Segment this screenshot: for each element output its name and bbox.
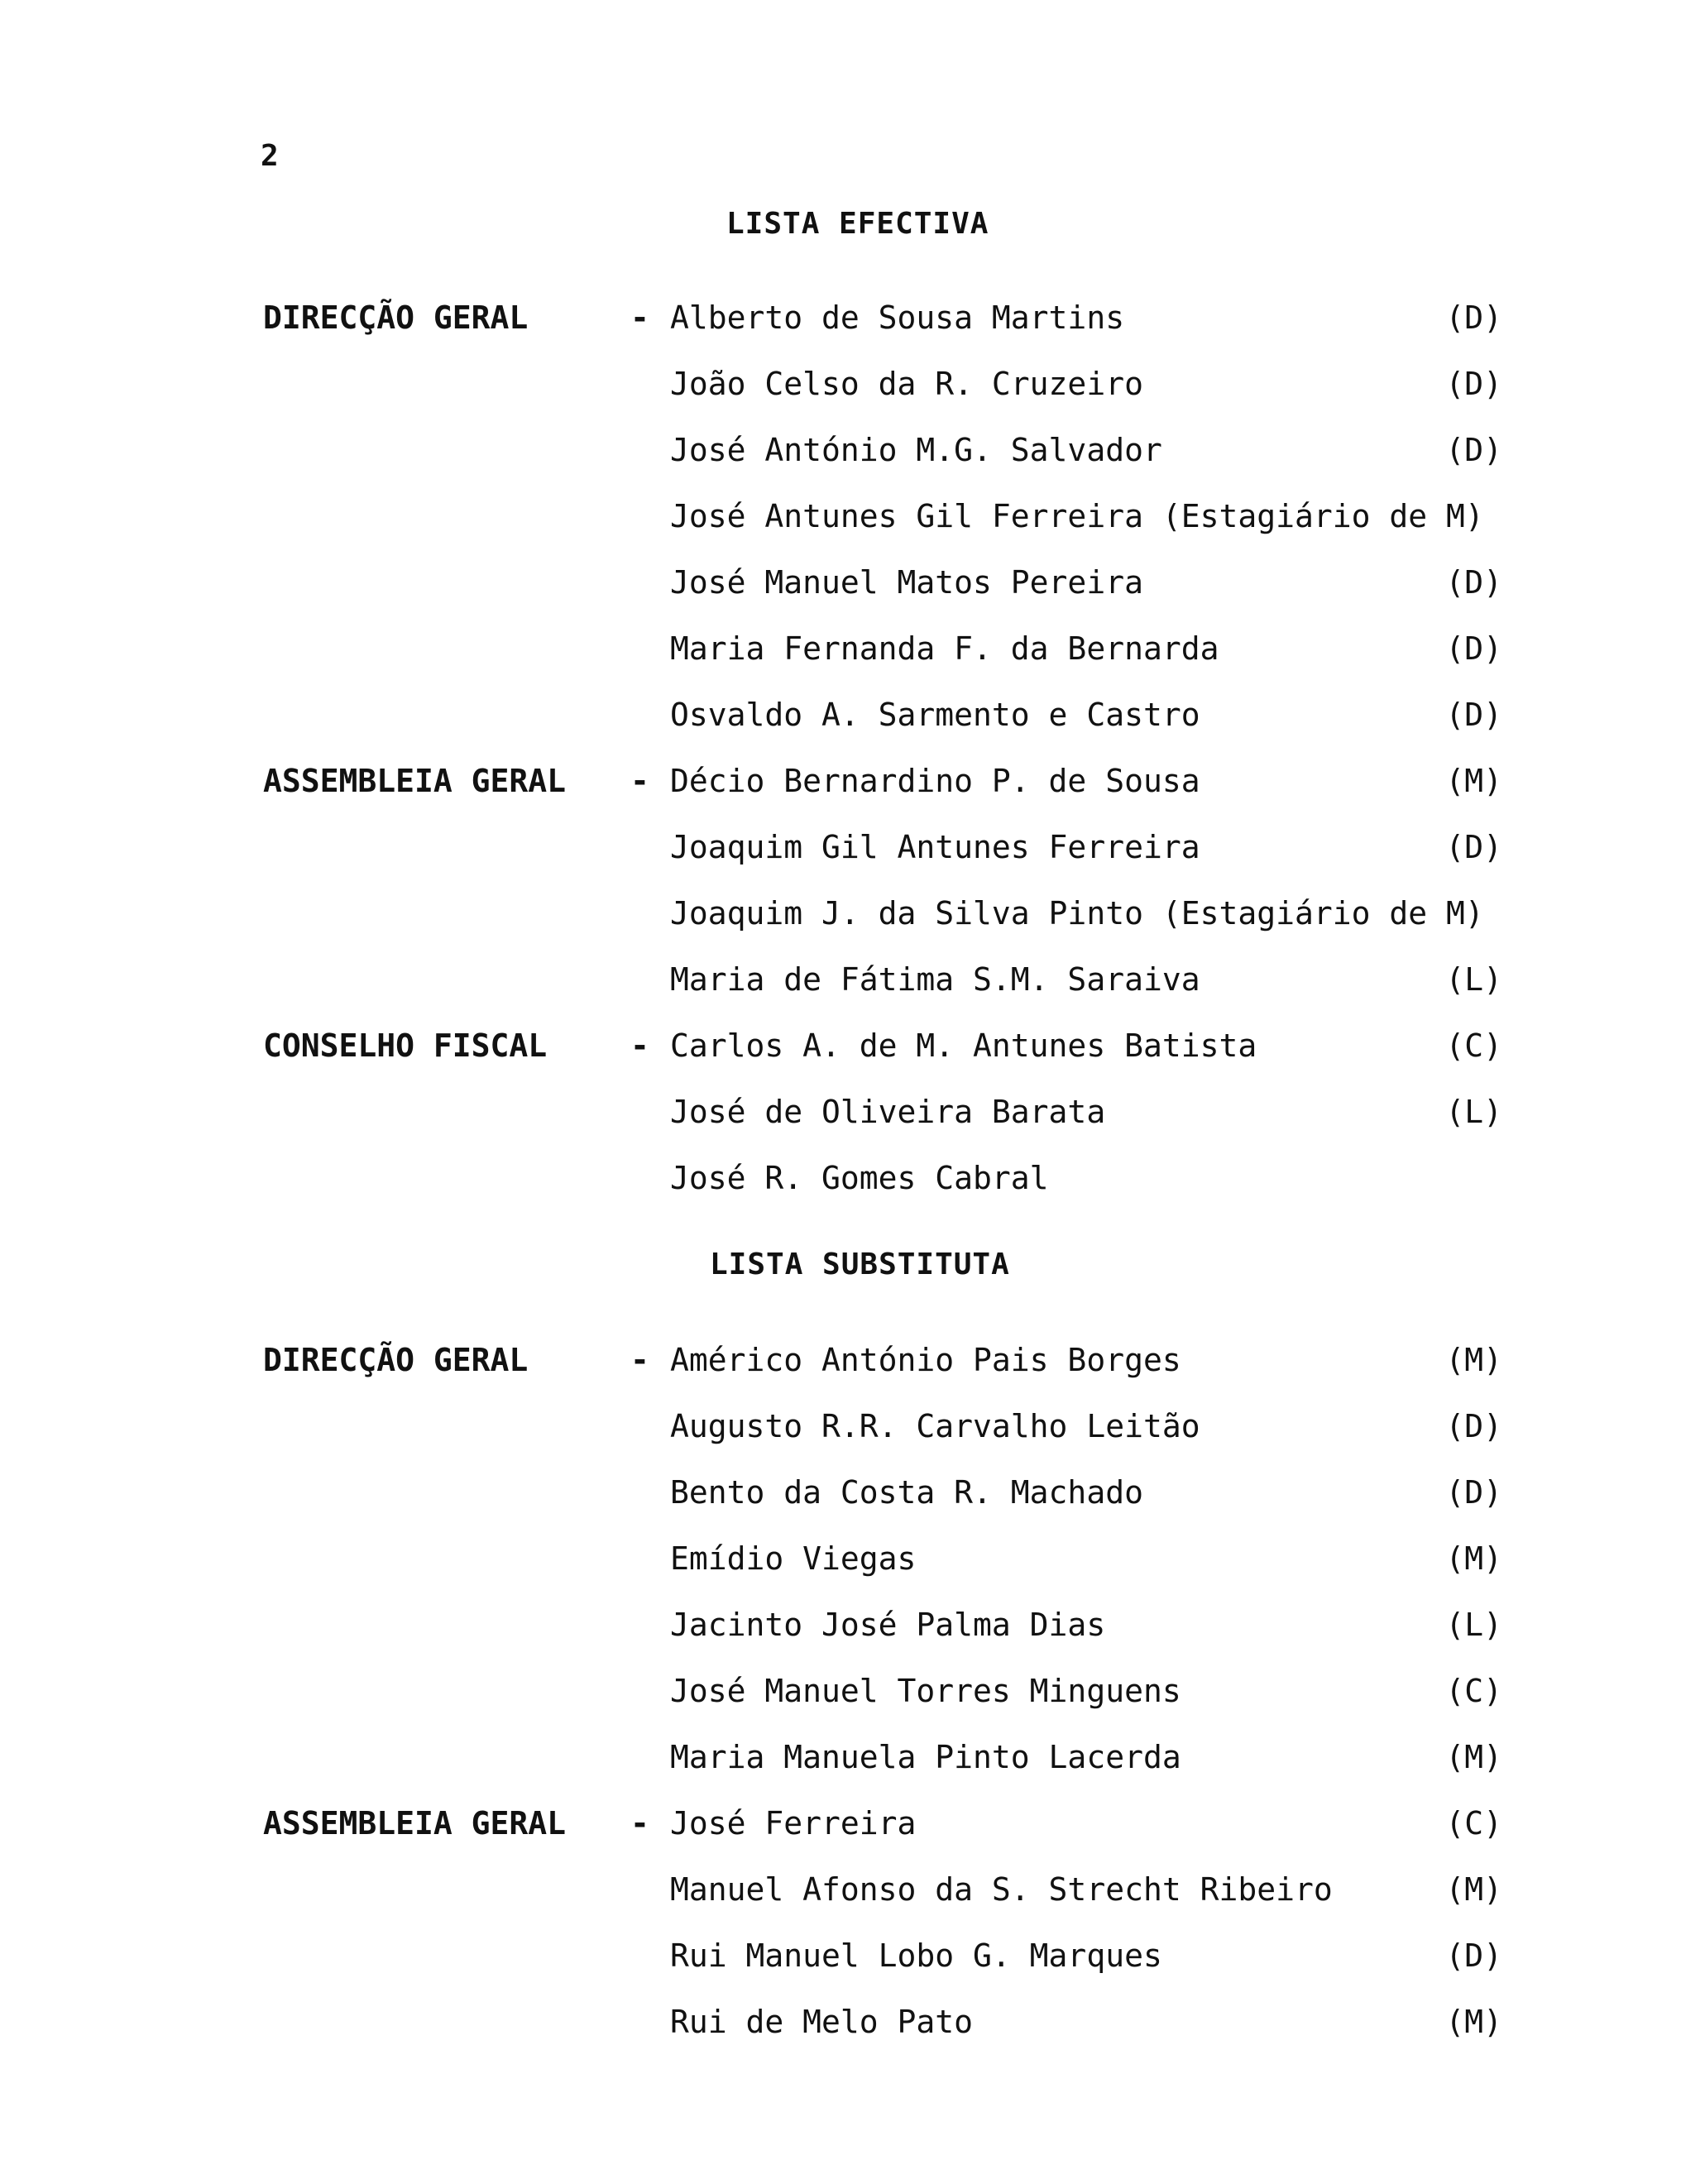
page-number: 2 <box>261 139 279 173</box>
member-code: (L) <box>1445 961 1502 998</box>
member-code: (M) <box>1445 763 1502 799</box>
member-code: (M) <box>1445 1739 1502 1775</box>
member-row <box>0 895 1681 945</box>
member-name: Rui Manuel Lobo G. Marques <box>670 1937 1162 1974</box>
group-label: DIRECÇÃO GERAL <box>263 1342 529 1378</box>
member-row <box>0 829 1681 879</box>
member-name: Maria Manuela Pinto Lacerda <box>670 1739 1181 1775</box>
member-row <box>0 432 1681 481</box>
separator-dash: - <box>630 1342 649 1378</box>
member-name: José de Oliveira Barata <box>670 1094 1106 1130</box>
member-code: (M) <box>1445 1871 1502 1908</box>
member-name: João Celso da R. Cruzeiro <box>670 366 1143 402</box>
member-name: Osvaldo A. Sarmento e Castro <box>670 697 1200 733</box>
member-name: Emídio Viegas <box>670 1540 917 1577</box>
member-code: (D) <box>1445 432 1502 468</box>
section-title-lista-efectiva: LISTA EFECTIVA <box>726 207 989 241</box>
member-row <box>0 1094 1681 1143</box>
member-name: José Ferreira <box>670 1805 917 1842</box>
member-name: Carlos A. de M. Antunes Batista <box>670 1027 1257 1064</box>
member-row <box>0 1739 1681 1789</box>
member-row <box>0 564 1681 614</box>
member-row <box>0 1342 1681 1391</box>
member-name: Maria Fernanda F. da Bernarda <box>670 630 1219 667</box>
member-name: José António M.G. Salvador <box>670 432 1162 468</box>
member-row <box>0 1871 1681 1921</box>
member-name: Rui de Melo Pato <box>670 2004 974 2040</box>
member-row <box>0 630 1681 680</box>
member-row <box>0 763 1681 812</box>
separator-dash: - <box>630 763 649 799</box>
member-row <box>0 299 1681 349</box>
member-row <box>0 1160 1681 1209</box>
group-label: DIRECÇÃO GERAL <box>263 299 529 336</box>
member-code: (M) <box>1445 2004 1502 2040</box>
member-code: (D) <box>1445 697 1502 733</box>
member-code: (D) <box>1445 366 1502 402</box>
separator-dash: - <box>630 299 649 336</box>
member-code: (L) <box>1445 1607 1502 1643</box>
member-row <box>0 961 1681 1011</box>
member-code: (C) <box>1445 1805 1502 1842</box>
member-row <box>0 1937 1681 1987</box>
member-name: Maria de Fátima S.M. Saraiva <box>670 961 1200 998</box>
member-code: (C) <box>1445 1673 1502 1709</box>
member-code: (D) <box>1445 630 1502 667</box>
member-name: Alberto de Sousa Martins <box>670 299 1125 336</box>
member-row <box>0 1607 1681 1656</box>
member-name: Joaquim J. da Silva Pinto (Estagiário de M) <box>670 895 1484 932</box>
member-name: Manuel Afonso da S. Strecht Ribeiro <box>670 1871 1333 1908</box>
member-row <box>0 1027 1681 1077</box>
separator-dash: - <box>630 1805 649 1842</box>
member-row <box>0 498 1681 548</box>
member-code: (D) <box>1445 299 1502 336</box>
member-code: (D) <box>1445 1937 1502 1974</box>
member-row <box>0 1474 1681 1524</box>
member-code: (M) <box>1445 1540 1502 1577</box>
member-row <box>0 1540 1681 1590</box>
member-name: José Manuel Torres Minguens <box>670 1673 1181 1709</box>
member-name: José R. Gomes Cabral <box>670 1160 1049 1196</box>
member-row <box>0 1673 1681 1722</box>
member-code: (D) <box>1445 1474 1502 1511</box>
member-name: José Antunes Gil Ferreira (Estagiário de M) <box>670 498 1484 534</box>
member-row <box>0 366 1681 415</box>
member-row <box>0 1805 1681 1855</box>
member-code: (D) <box>1445 829 1502 865</box>
group-label: ASSEMBLEIA GERAL <box>263 763 567 799</box>
member-name: Jacinto José Palma Dias <box>670 1607 1106 1643</box>
member-code: (L) <box>1445 1094 1502 1130</box>
section-title-lista-substituta: LISTA SUBSTITUTA <box>710 1248 1010 1281</box>
group-label: ASSEMBLEIA GERAL <box>263 1805 567 1842</box>
member-name: Joaquim Gil Antunes Ferreira <box>670 829 1200 865</box>
member-row <box>0 1408 1681 1458</box>
member-name: Décio Bernardino P. de Sousa <box>670 763 1200 799</box>
member-code: (D) <box>1445 1408 1502 1444</box>
member-name: José Manuel Matos Pereira <box>670 564 1143 601</box>
group-label: CONSELHO FISCAL <box>263 1027 548 1064</box>
member-name: Américo António Pais Borges <box>670 1342 1181 1378</box>
member-name: Bento da Costa R. Machado <box>670 1474 1143 1511</box>
member-code: (M) <box>1445 1342 1502 1378</box>
separator-dash: - <box>630 1027 649 1064</box>
member-code: (C) <box>1445 1027 1502 1064</box>
member-row <box>0 2004 1681 2053</box>
member-row <box>0 697 1681 746</box>
member-code: (D) <box>1445 564 1502 601</box>
member-name: Augusto R.R. Carvalho Leitão <box>670 1408 1200 1444</box>
